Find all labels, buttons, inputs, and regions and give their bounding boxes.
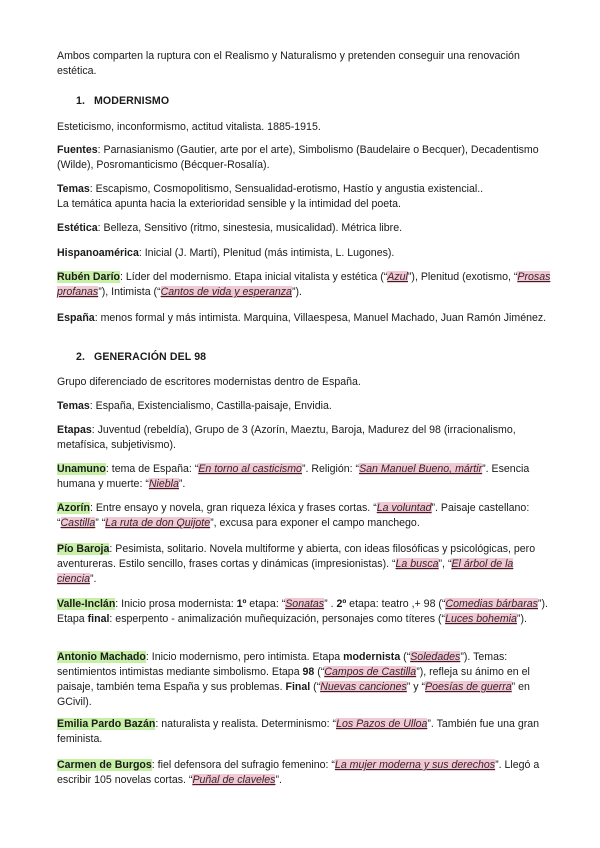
modernismo-fuentes: Fuentes: Parnasianismo (Gautier, arte por el arte), Simbolismo (Baudelaire o Becquer), Decadentismo (Wilde), Posromanticismo (Bécquer-Rosalía). <box>57 144 539 171</box>
work-title: La voluntad <box>376 502 432 514</box>
g98-carmen-de-burgos: Carmen de Burgos: fiel defensora del sufragio femenino: “La mujer moderna y sus derechos”. Llegó a escribir 105 novelas cortas. “Puñal de claveles”. <box>57 759 540 786</box>
work-title: Comedias bárbaras <box>445 598 538 610</box>
work-title: Nuevas canciones <box>320 681 407 693</box>
work-title: Poesías de guerra <box>425 681 512 693</box>
work-title: Castilla <box>60 517 96 529</box>
modernismo-temas: Temas: Escapismo, Cosmopolitismo, Sensualidad-erotismo, Hastío y angustia existencial.. La temática apunta hacia la exterioridad sensible y la intimidad del poeta. <box>57 183 484 210</box>
work-title: San Manuel Bueno, mártir <box>359 463 483 475</box>
modernismo-estetica: Estética: Belleza, Sensitivo (ritmo, sinestesia, musicalidad). Métrica libre. <box>57 222 403 234</box>
heading-modernismo: 1. MODERNISMO <box>76 95 170 107</box>
modernismo-summary: Esteticismo, inconformismo, actitud vitalista. 1885-1915. <box>57 121 321 133</box>
work-title: Los Pazos de Ulloa <box>336 718 428 730</box>
work-title: Sonatas <box>285 598 325 610</box>
heading-generacion-98: 2. GENERACIÓN DEL 98 <box>76 351 207 363</box>
intro-paragraph: Ambos comparten la ruptura con el Realismo y Naturalismo y pretenden conseguir una renovación estética. <box>57 50 520 77</box>
g98-valle-inclan: Valle-Inclán: Inicio prosa modernista: 1º etapa: “Sonatas” . 2º etapa: teatro ,+ 98 (“Comedias bárbaras”). Etapa final: esperpento - animalización muñequización, personajes como títeres (“Luces bohemia”). <box>57 598 548 625</box>
work-title: Campos de Castilla <box>324 666 417 678</box>
g98-etapas: Etapas: Juventud (rebeldía), Grupo de 3 (Azorín, Maeztu, Baroja, Madurez del 98 (irracionalismo, metafísica, subjetivismo). <box>57 424 516 451</box>
g98-pio-baroja: Pío Baroja: Pesimista, solitario. Novela multiforme y abierta, con ideas filosóficas y psicológicas, pero aventureras. Estilo sencillo, frases cortas y dinámicas (impresionistas). “La busca”, “El árbol de la ciencia”. <box>57 543 536 585</box>
work-title: Luces bohemia <box>445 613 517 625</box>
work-title: La ruta de don Quijote <box>105 517 211 529</box>
modernismo-ruben-dario: Rubén Darío: Líder del modernismo. Etapa inicial vitalista y estética (“Azul”), Plenitud (exotismo, “Prosas profanas”), Intimista (“Cantos de vida y esperanza”). <box>57 271 551 298</box>
work-title: Niebla <box>148 478 179 490</box>
g98-unamuno: Unamuno: tema de España: “En torno al casticismo”. Religión: “San Manuel Bueno, mártir”. Esencia humana y muerte: “Niebla”. <box>57 463 530 490</box>
g98-temas: Temas: España, Existencialismo, Castilla-paisaje, Envidia. <box>57 400 332 412</box>
work-title: La busca <box>395 558 439 570</box>
g98-summary: Grupo diferenciado de escritores modernistas dentro de España. <box>57 376 361 388</box>
g98-antonio-machado: Antonio Machado: Inicio modernismo, pero intimista. Etapa modernista (“Soledades”). Temas: sentimientos intimistas mediante simbolismo. Etapa 98 (“Campos de Castilla”), refleja su ánimo en el paisaje, también tema España y sus problemas. Final (“Nuevas canciones” y “Poesías de guerra” en GCivil). <box>57 651 530 708</box>
g98-pardo-bazan: Emilia Pardo Bazán: naturalista y realista. Determinismo: “Los Pazos de Ulloa”. También fue una gran feminista. <box>57 718 540 745</box>
work-title: Cantos de vida y esperanza <box>160 286 292 298</box>
work-title: El árbol de la ciencia <box>57 558 514 585</box>
modernismo-espana: España: menos formal y más intimista. Marquina, Villaespesa, Manuel Machado, Juan Ramón Jiménez. <box>57 312 547 324</box>
work-title: Azul <box>387 271 408 283</box>
modernismo-hispanoamerica: Hispanoamérica: Inicial (J. Martí), Plenitud (más intimista, L. Lugones). <box>57 247 395 259</box>
work-title: Prosas profanas <box>57 271 551 298</box>
work-title: Soledades <box>410 651 461 663</box>
work-title: La mujer moderna y sus derechos <box>334 759 496 771</box>
work-title: Puñal de claveles <box>192 774 276 786</box>
work-title: En torno al casticismo <box>198 463 302 475</box>
g98-azorin: Azorín: Entre ensayo y novela, gran riqueza léxica y frases cortas. “La voluntad”. Paisaje castellano: “Castilla” “La ruta de don Quijote”, excusa para exponer el campo manchego. <box>57 502 530 529</box>
